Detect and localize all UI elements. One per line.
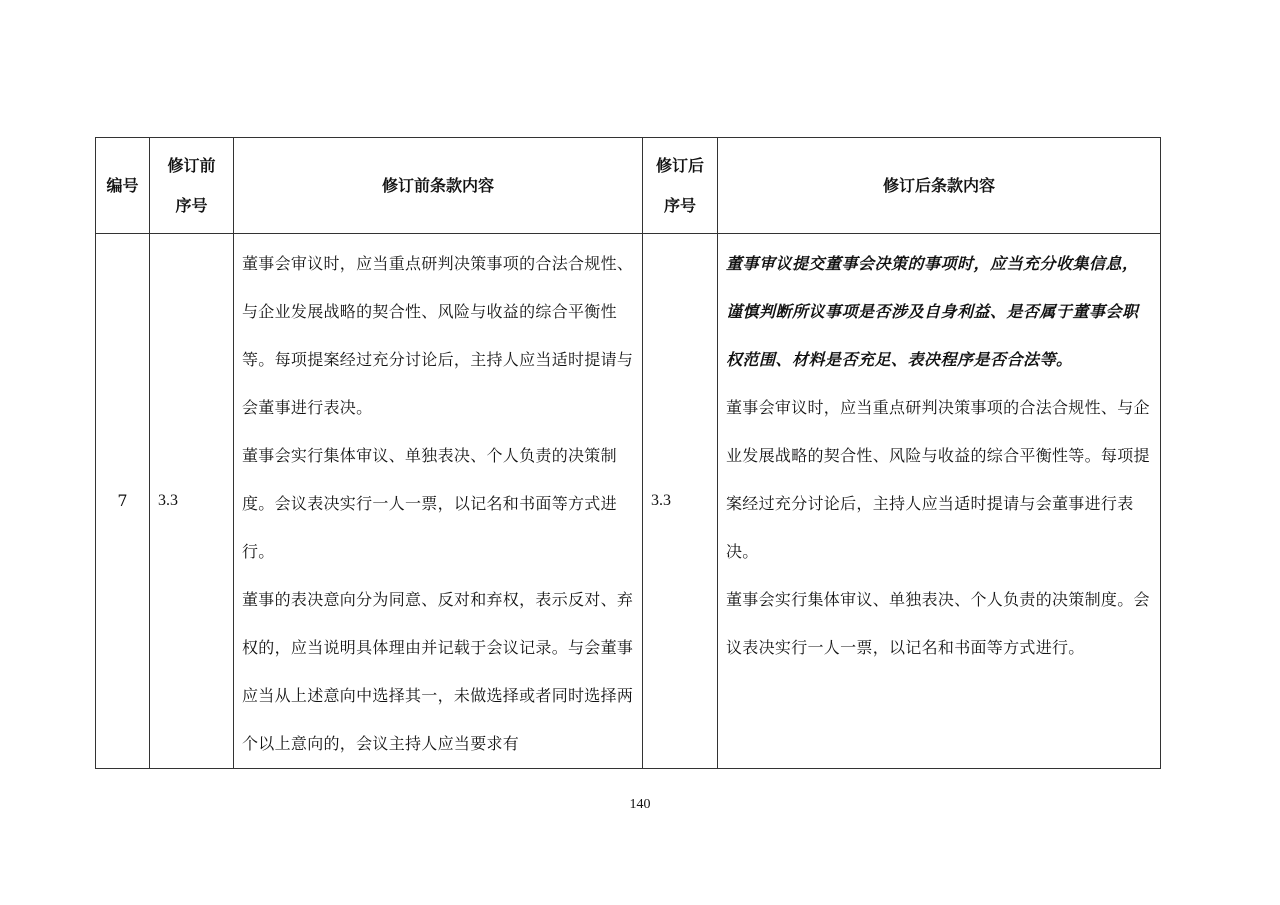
header-post-seq-line1: 修订后 [655, 155, 704, 175]
header-prev-seq [150, 138, 234, 234]
prev-paragraph: 董事的表决意向分为同意、反对和弃权，表示反对、弃权的，应当说明具体理由并记载于会议记录。与会董事应当从上述意向中选择其一，未做选择或者同时选择两个以上意向的，会议主持人应当要求有 [242, 590, 634, 753]
post-paragraph-added: 董事审议提交董事会决策的事项时，应当充分收集信息，谨慎判断所议事项是否涉及自身利益、是否属于董事会职权范围、材料是否充足、表决程序是否合法等。 [726, 254, 1139, 369]
header-prev-content: 修订前条款内容 [234, 138, 643, 234]
header-post-seq-line2: 序号 [663, 195, 696, 215]
header-prev-seq-line2: 序号 [175, 195, 208, 215]
post-paragraph: 董事会审议时，应当重点研判决策事项的合法合规性、与企业发展战略的契合性、风险与收益的综合平衡性等。每项提案经过充分讨论后，主持人应当适时提请与会董事进行表决。 [726, 398, 1150, 561]
table-row [96, 234, 1161, 769]
row-post-content [718, 234, 1161, 769]
row-post-seq: 3.3 [643, 234, 718, 769]
header-prev-seq-line1: 修订前 [167, 155, 216, 175]
page-number: 140 [629, 797, 651, 812]
row-prev-seq: 3.3 [150, 234, 234, 769]
revision-table [95, 137, 1161, 769]
header-post-seq [643, 138, 718, 234]
post-paragraph: 董事会实行集体审议、单独表决、个人负责的决策制度。会议表决实行一人一票，以记名和书面等方式进行。 [726, 590, 1150, 657]
table-header-row [96, 138, 1161, 234]
prev-paragraph: 董事会实行集体审议、单独表决、个人负责的决策制度。会议表决实行一人一票，以记名和书面等方式进行。 [242, 446, 617, 561]
header-post-content: 修订后条款内容 [718, 138, 1161, 234]
row-number: 7 [96, 234, 150, 769]
header-number: 编号 [96, 138, 150, 234]
prev-paragraph: 董事会审议时，应当重点研判决策事项的合法合规性、与企业发展战略的契合性、风险与收益的综合平衡性等。每项提案经过充分讨论后，主持人应当适时提请与会董事进行表决。 [242, 254, 634, 417]
row-prev-content [234, 234, 643, 769]
